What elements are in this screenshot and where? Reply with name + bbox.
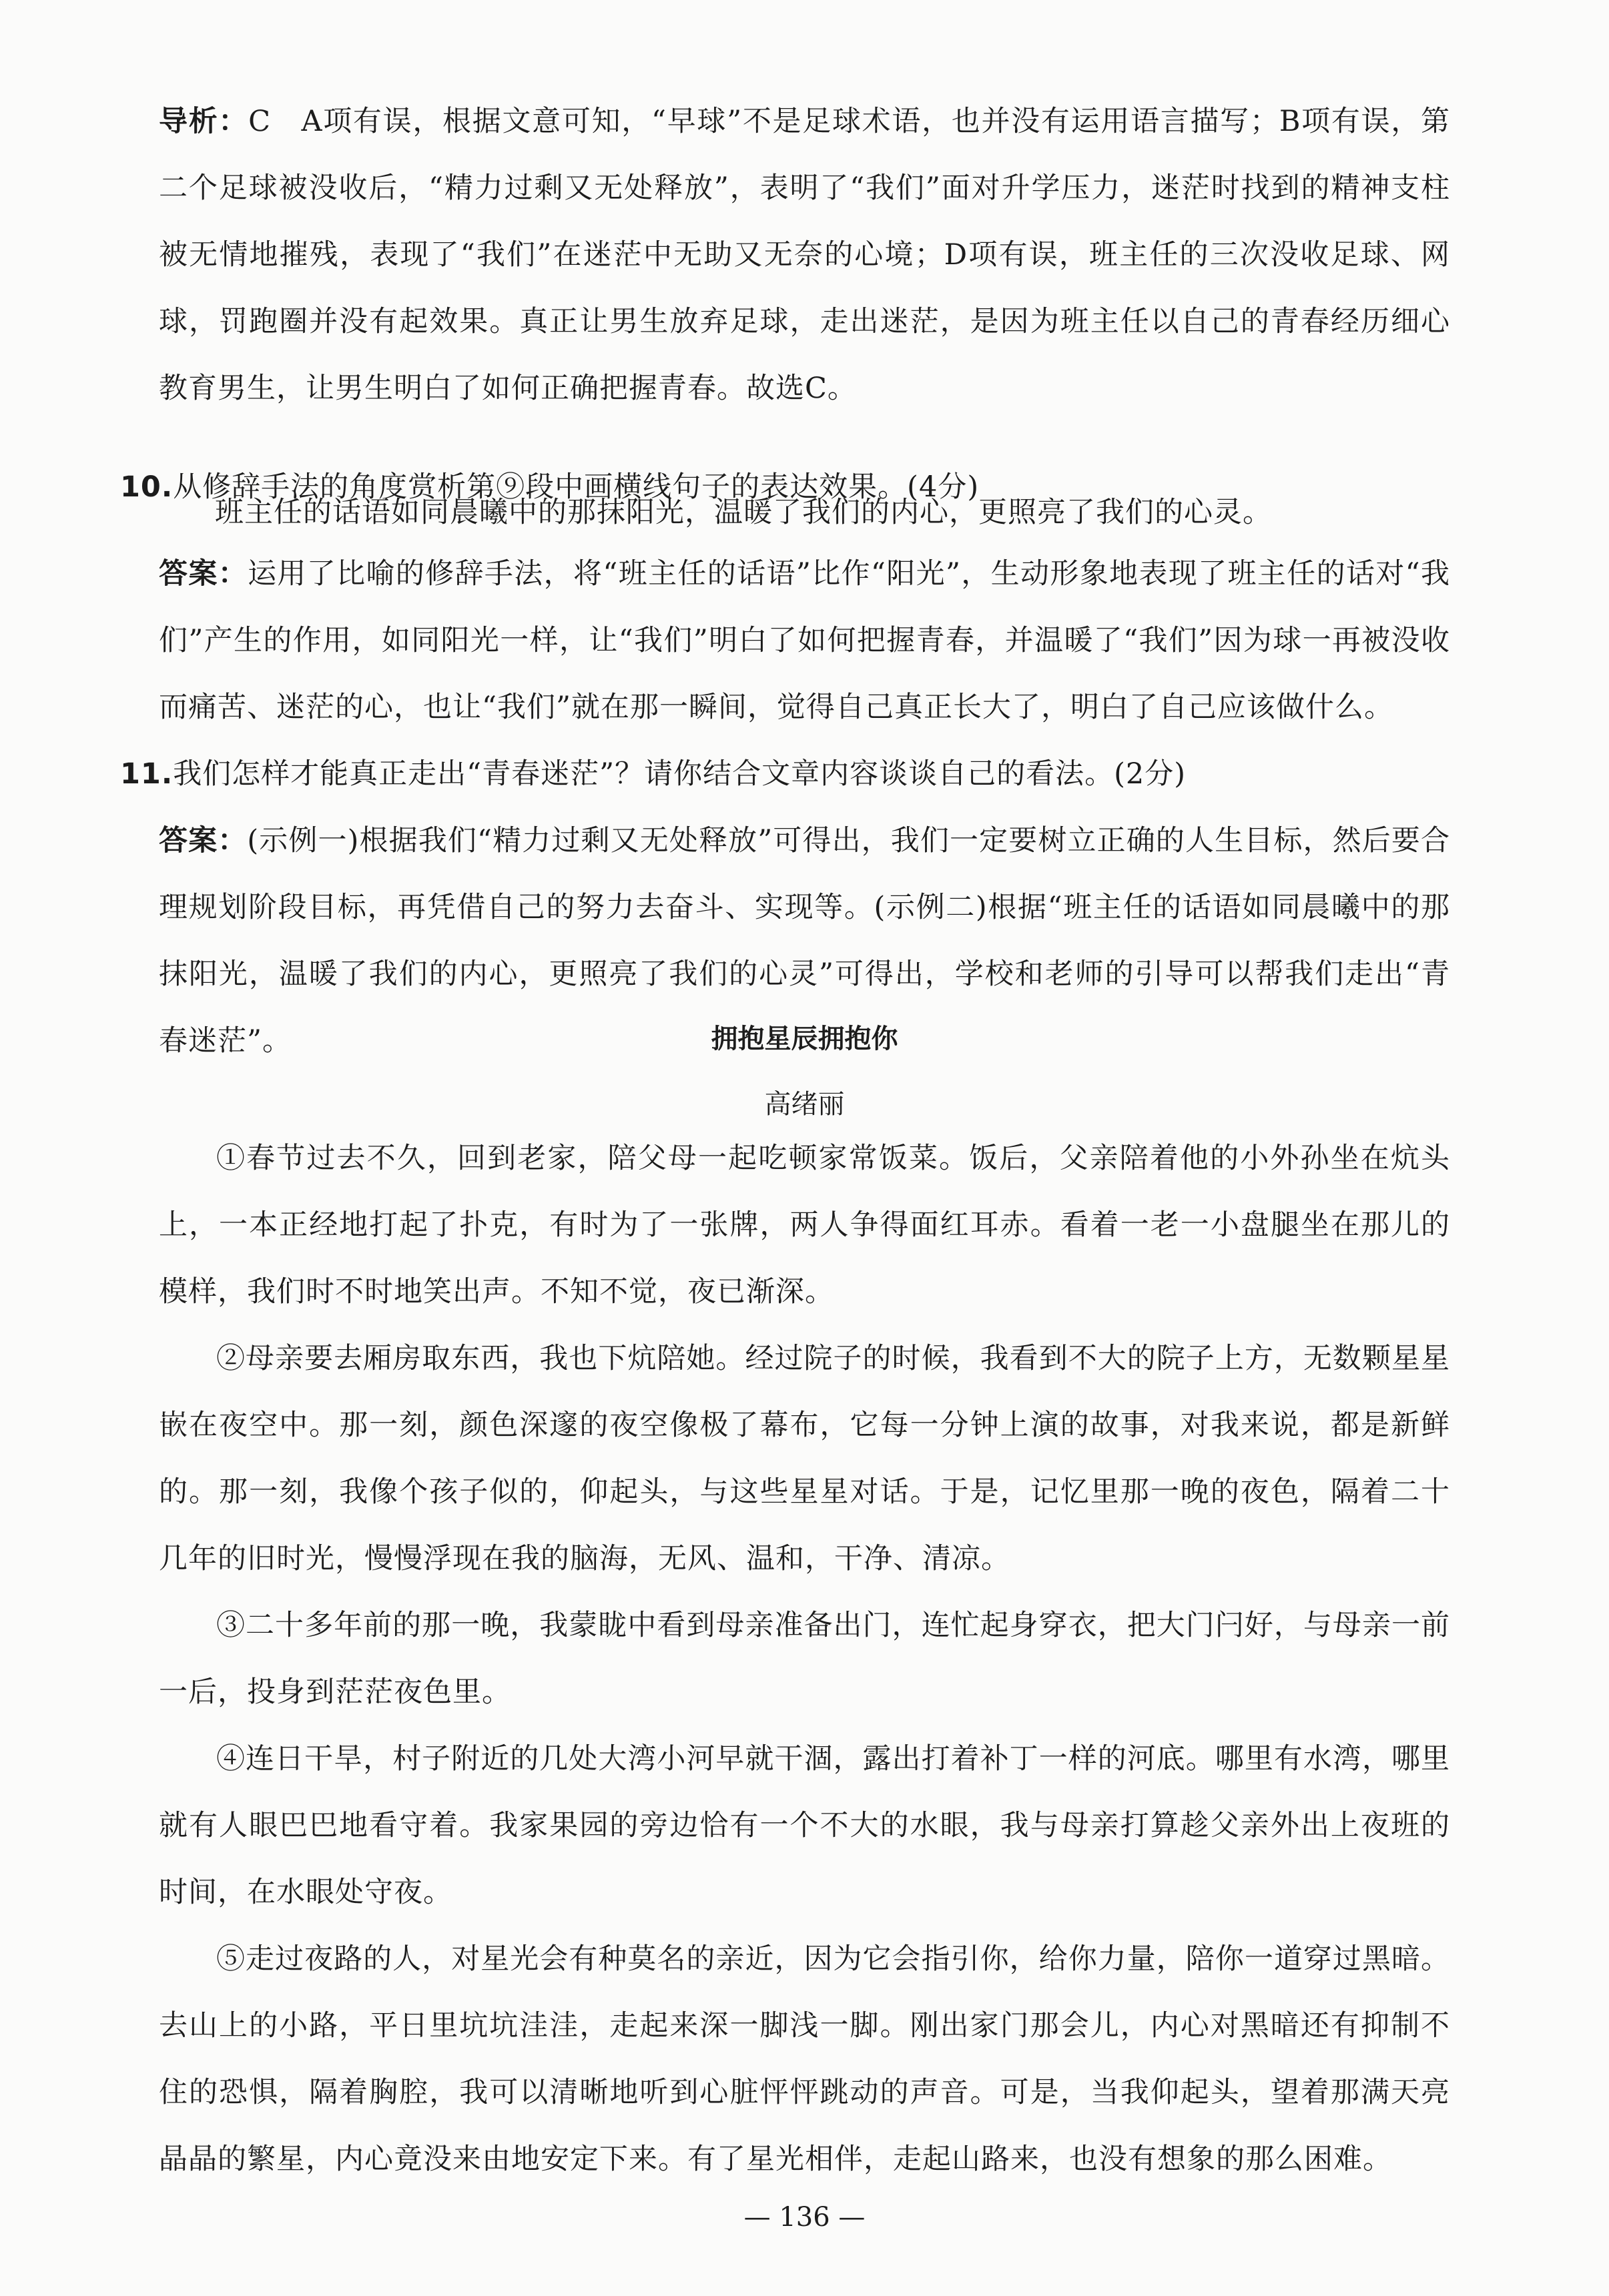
analysis-text: C A项有误，根据文意可知，“早球”不是足球术语，也并没有运用语言描写；B项有误，第二个足球被没收后，“精力过剩又无处释放”，表明了“我们”面对升学压力，迷茫时找到的精神支柱被无情地摧残，表现了“我们”在迷茫中无助又无奈的心境；D项有误，班主任的三次没收足球、网球，罚跑圈并没有起效果。真正让男生放弃足球，走出迷茫，是因为班主任以自己的青春经历细心教育男生，让男生明白了如何正确把握青春。故选C。	[159, 105, 1451, 405]
article-author: 高绪丽	[764, 1089, 845, 1120]
page-number: — 136 —	[743, 2202, 866, 2233]
analysis-label: 导析：	[159, 105, 249, 138]
question-10-number: 10.	[120, 470, 174, 504]
article-body	[159, 1125, 1450, 2193]
question-10-quote	[215, 479, 1272, 546]
article-paragraph-3: ③二十多年前的那一晚，我蒙眬中看到母亲准备出门，连忙起身穿衣，把大门闩好，与母亲一前一后，投身到茫茫夜色里。	[159, 1609, 1450, 1709]
question-10-answer-text: 运用了比喻的修辞手法，将“班主任的话语”比作“阳光”，生动形象地表现了班主任的话对“我们”产生的作用，如同阳光一样，让“我们”明白了如何把握青春，并温暖了“我们”因为球一再被没收而痛苦、迷茫的心，也让“我们”就在那一瞬间，觉得自己真正长大了，明白了自己应该做什么。	[159, 557, 1450, 724]
question-11-text: 我们怎样才能真正走出“青春迷茫”？请你结合文章内容谈谈自己的看法。(2分)	[173, 757, 1187, 791]
article-paragraph-1: ①春节过去不久，回到老家，陪父母一起吃顿家常饭菜。饭后，父亲陪着他的小外孙坐在炕头上，一本正经地打起了扑克，有时为了一张牌，两人争得面红耳赤。看着一老一小盘腿坐在那儿的模样，我们时不时地笑出声。不知不觉，夜已渐深。	[159, 1142, 1450, 1308]
question-11-answer-text: (示例一)根据我们“精力过剩又无处释放”可得出，我们一定要树立正确的人生目标，然后要合理规划阶段目标，再凭借自己的努力去奋斗、实现等。(示例二)根据“班主任的话语如同晨曦中的那抹阳光，温暖了我们的内心，更照亮了我们的心灵”可得出，学校和老师的引导可以帮我们走出“青春迷茫”。	[159, 824, 1450, 1058]
article-paragraph-4: ④连日干旱，村子附近的几处大湾小河早就干涸，露出打着补丁一样的河底。哪里有水湾，哪里就有人眼巴巴地看守着。我家果园的旁边恰有一个不大的水眼，我与母亲打算趁父亲外出上夜班的时间，在水眼处守夜。	[159, 1742, 1450, 1909]
article-paragraph-2: ②母亲要去厢房取东西，我也下炕陪她。经过院子的时候，我看到不大的院子上方，无数颗星星嵌在夜空中。那一刻，颜色深邃的夜空像极了幕布，它每一分钟上演的故事，对我来说，都是新鲜的。那一刻，我像个孩子似的，仰起头，与这些星星对话。于是，记忆里那一晚的夜色，隔着二十几年的旧时光，慢慢浮现在我的脑海，无风、温和，干净、清凉。	[159, 1342, 1450, 1575]
question-10-text: 从修辞手法的角度赏析第⑨段中画横线句子的表达效果。(4分)	[173, 470, 980, 504]
question-11-number: 11.	[120, 757, 174, 791]
question-10-quote-text: 班主任的话语如同晨曦中的那抹阳光，温暖了我们的内心，更照亮了我们的心灵。	[215, 496, 1272, 529]
question-10-answer	[159, 540, 1450, 741]
article-paragraph-5: ⑤走过夜路的人，对星光会有种莫名的亲近，因为它会指引你，给你力量，陪你一道穿过黑暗。去山上的小路，平日里坑坑洼洼，走起来深一脚浅一脚。刚出家门那会儿，内心对黑暗还有抑制不住的恐惧，隔着胸腔，我可以清晰地听到心脏怦怦跳动的声音。可是，当我仰起头，望着那满天亮晶晶的繁星，内心竟没来由地安定下来。有了星光相伴，走起山路来，也没有想象的那么困难。	[159, 1942, 1450, 2176]
question-11-answer-label: 答案：	[159, 824, 248, 857]
question-11	[120, 741, 1450, 807]
question-10-answer-label: 答案：	[159, 557, 248, 591]
article-title: 拥抱星辰拥抱你	[711, 1024, 898, 1054]
analysis-block	[159, 88, 1450, 422]
